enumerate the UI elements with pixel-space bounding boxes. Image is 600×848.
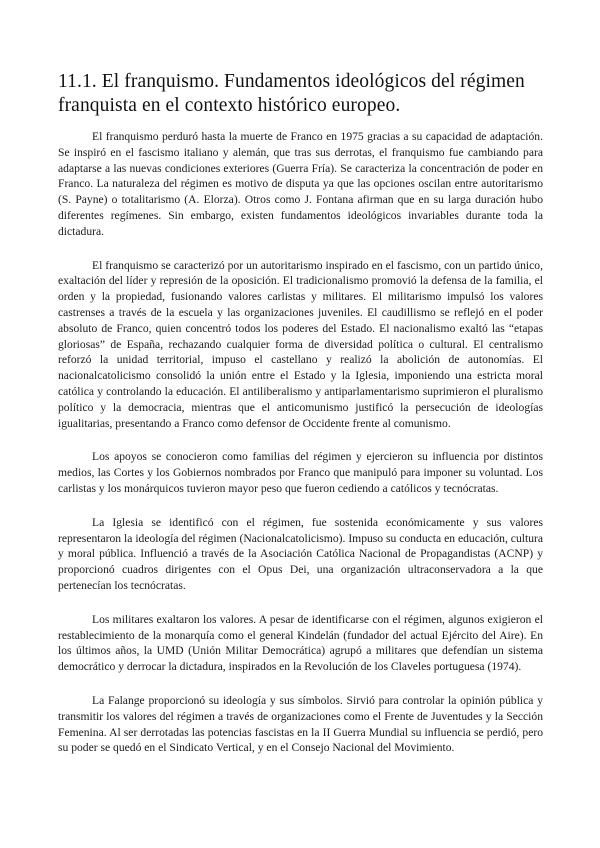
paragraph-military: Los militares exaltaron los valores. A pesar de identificarse con el régimen, algunos exigieron el restablecimiento de la monarquía como el general Kindelán (fundador del actual Ejército del Aire). En los últimos años, la UMD (Unión Militar Democrática) agrupó a militares que defendían un sistema democrático y derrocar la dictadura, inspirados en la Revolución de los Claveles portuguesa (1974). xyxy=(58,612,543,674)
paragraph-church: La Iglesia se identificó con el régimen, fue sostenida económicamente y sus valores representaron la ideología del régimen (Nacionalcatolicismo). Impuso su conducta en educación, cultura y moral pública. Influenció a través de la Asociación Católica Nacional de Propagandistas (ACNP) y proporcionó cuadros dirigentes con el Opus Dei, una organización ultraconservadora a la que pertenecían los tecnócratas. xyxy=(58,515,543,592)
paragraph-falange: La Falange proporcionó su ideología y sus símbolos. Sirvió para controlar la opinión pública y transmitir los valores del régimen a través de organizaciones como el Frente de Juventudes y la Sección Femenina. Al ser derrotadas las potencias fascistas en la II Guerra Mundial su influencia se perdió, pero su poder se quedó en el Sindicato Vertical, y en el Consejo Nacional del Movimiento. xyxy=(58,693,543,755)
paragraph-intro: El franquismo perduró hasta la muerte de Franco en 1975 gracias a su capacidad de adaptación. Se inspiró en el fascismo italiano y alemán, que tras sus derrotas, el franquismo fue cambiando para adaptarse a las nuevas condiciones exteriores (Guerra Fría). Se caracteriza la concentración de poder en Franco. La naturaleza del régimen es motivo de disputa ya que las opciones oscilan entre autoritarismo (S. Payne) o totalitarismo (A. Elorza). Otros como J. Fontana afirman que en su larga duración hubo diferentes regímenes. Sin embargo, existen fundamentos ideológicos invariables durante toda la dictadura. xyxy=(58,130,543,238)
document-title: 11.1. El franquismo. Fundamentos ideológicos del régimen franquista en el contexto histórico europeo. xyxy=(58,71,525,116)
document-page xyxy=(58,70,543,774)
paragraph-supports: Los apoyos se conocieron como familias del régimen y ejercieron su influencia por distintos medios, las Cortes y los Gobiernos nombrados por Franco que manipuló para imponer su voluntad. Los carlistas y los monárquicos tuvieron mayor peso que fueron cediendo a católicos y tecnócratas. xyxy=(58,450,543,495)
paragraph-ideology: El franquismo se caracterizó por un autoritarismo inspirado en el fascismo, con un partido único, exaltación del líder y represión de la oposición. El tradicionalismo promovió la defensa de la familia, el orden y la propiedad, fusionando valores carlistas y militares. El militarismo impulsó los valores castrenses a través de la escuela y las organizaciones juveniles. El caudillismo se reflejó en el poder absoluto de Franco, quien concentró todos los poderes del Estado. El nacionalismo exaltó las “etapas gloriosas” de España, rechazando cualquier forma de diversidad política o cultural. El centralismo reforzó la unidad territorial, impuso el castellano y realizó la abolición de autonomías. El nacionalcatolicismo consolidó la unión entre el Estado y la Iglesia, imponiendo una estricta moral católica y controlando la educación. El antiliberalismo y antiparlamentarismo suprimieron el pluralismo político y la democracia, mientras que el anticomunismo justificó la persecución de ideologías igualitarias, presentando a Franco como defensor de Occidente frente al comunismo. xyxy=(58,258,543,430)
